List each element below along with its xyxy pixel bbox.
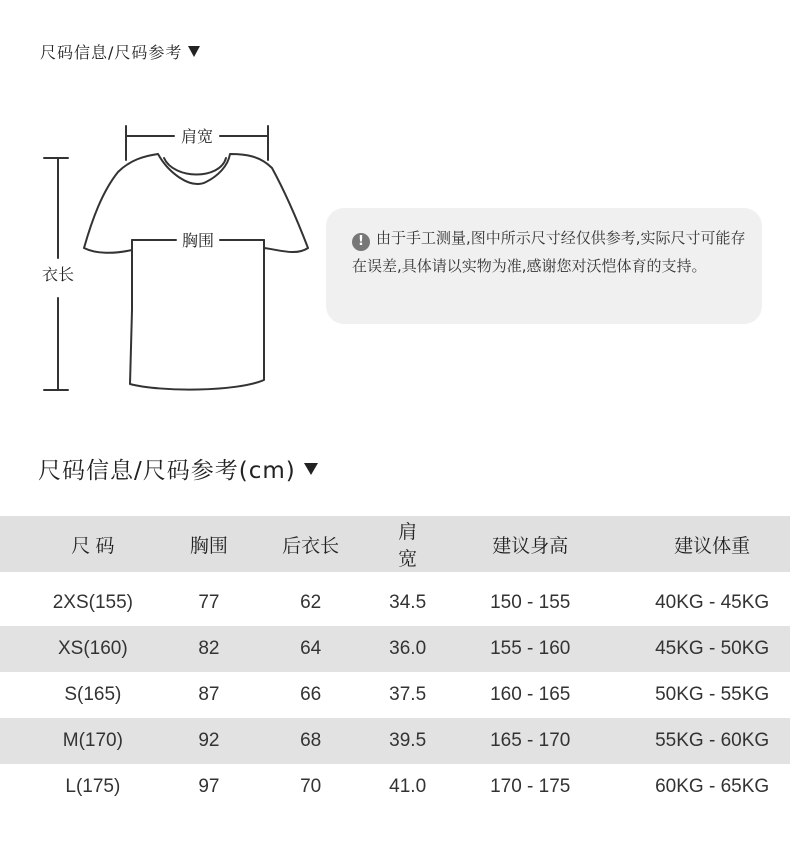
cell-weight: 55KG - 60KG xyxy=(634,718,790,764)
cell-size: M(170) xyxy=(0,718,186,764)
cell-length: 70 xyxy=(300,776,322,797)
cell-height: 155 - 160 xyxy=(426,626,634,672)
table-spacer xyxy=(0,572,790,580)
shirt-measurement-diagram xyxy=(40,110,330,410)
size-table xyxy=(0,516,790,810)
cell-weight: 45KG - 50KG xyxy=(634,626,790,672)
shoulder-label: 肩宽 xyxy=(180,127,214,146)
table-row xyxy=(0,626,790,672)
exclamation-icon: ! xyxy=(352,233,370,251)
chest-label: 胸围 xyxy=(181,231,215,250)
cell-length: 66 xyxy=(300,684,322,705)
cell-shoulder: 36.0 xyxy=(389,626,426,672)
cell-height: 150 - 155 xyxy=(490,592,571,613)
col-header-shoulder: 肩宽 xyxy=(389,516,426,572)
col-header-size: 尺 码 xyxy=(0,516,186,572)
col-header-weight: 建议体重 xyxy=(634,516,790,572)
cell-chest: 92 xyxy=(186,718,232,764)
cell-chest: 97 xyxy=(198,776,220,797)
cell-size: XS(160) xyxy=(0,626,186,672)
col-header-chest: 胸围 xyxy=(186,516,232,572)
cell-weight: 50KG - 55KG xyxy=(655,684,770,705)
size-info-header-small xyxy=(40,40,200,63)
table-header-row xyxy=(0,516,790,572)
size-chart-title: 尺码信息/尺码参考(cm) xyxy=(38,458,296,484)
cell-height: 165 - 170 xyxy=(426,718,634,764)
cell-weight: 60KG - 65KG xyxy=(655,776,770,797)
table-row xyxy=(0,672,790,718)
cell-length: 68 xyxy=(232,718,389,764)
cell-length: 62 xyxy=(300,592,322,613)
caret-down-icon xyxy=(304,463,318,475)
caret-down-icon xyxy=(188,46,200,57)
col-header-length: 后衣长 xyxy=(232,516,389,572)
cell-size: 2XS(155) xyxy=(52,592,133,613)
cell-chest: 87 xyxy=(198,684,220,705)
cell-height: 170 - 175 xyxy=(490,776,571,797)
cell-shoulder: 34.5 xyxy=(389,592,427,613)
cell-length: 64 xyxy=(232,626,389,672)
table-row xyxy=(0,764,790,810)
size-info-header-large xyxy=(38,452,318,485)
table-row xyxy=(0,580,790,626)
shirt-outline xyxy=(84,154,308,390)
cell-shoulder: 37.5 xyxy=(389,684,427,705)
cell-size: S(165) xyxy=(64,684,122,705)
length-label: 衣长 xyxy=(41,265,75,284)
cell-shoulder: 41.0 xyxy=(389,776,427,797)
cell-weight: 40KG - 45KG xyxy=(655,592,770,613)
table-row xyxy=(0,718,790,764)
note-text: 由于手工测量,图中所示尺寸经仅供参考,实际尺寸可能存在误差,具体请以实物为准,感谢您对沃恺体育的支持。 xyxy=(352,229,746,275)
cell-chest: 82 xyxy=(186,626,232,672)
cell-shoulder: 39.5 xyxy=(389,718,426,764)
col-header-height: 建议身高 xyxy=(426,516,634,572)
cell-size: L(175) xyxy=(65,776,121,797)
cell-chest: 77 xyxy=(198,592,220,613)
cell-height: 160 - 165 xyxy=(490,684,571,705)
measurement-note xyxy=(326,208,762,324)
size-info-title: 尺码信息/尺码参考 xyxy=(40,43,183,62)
